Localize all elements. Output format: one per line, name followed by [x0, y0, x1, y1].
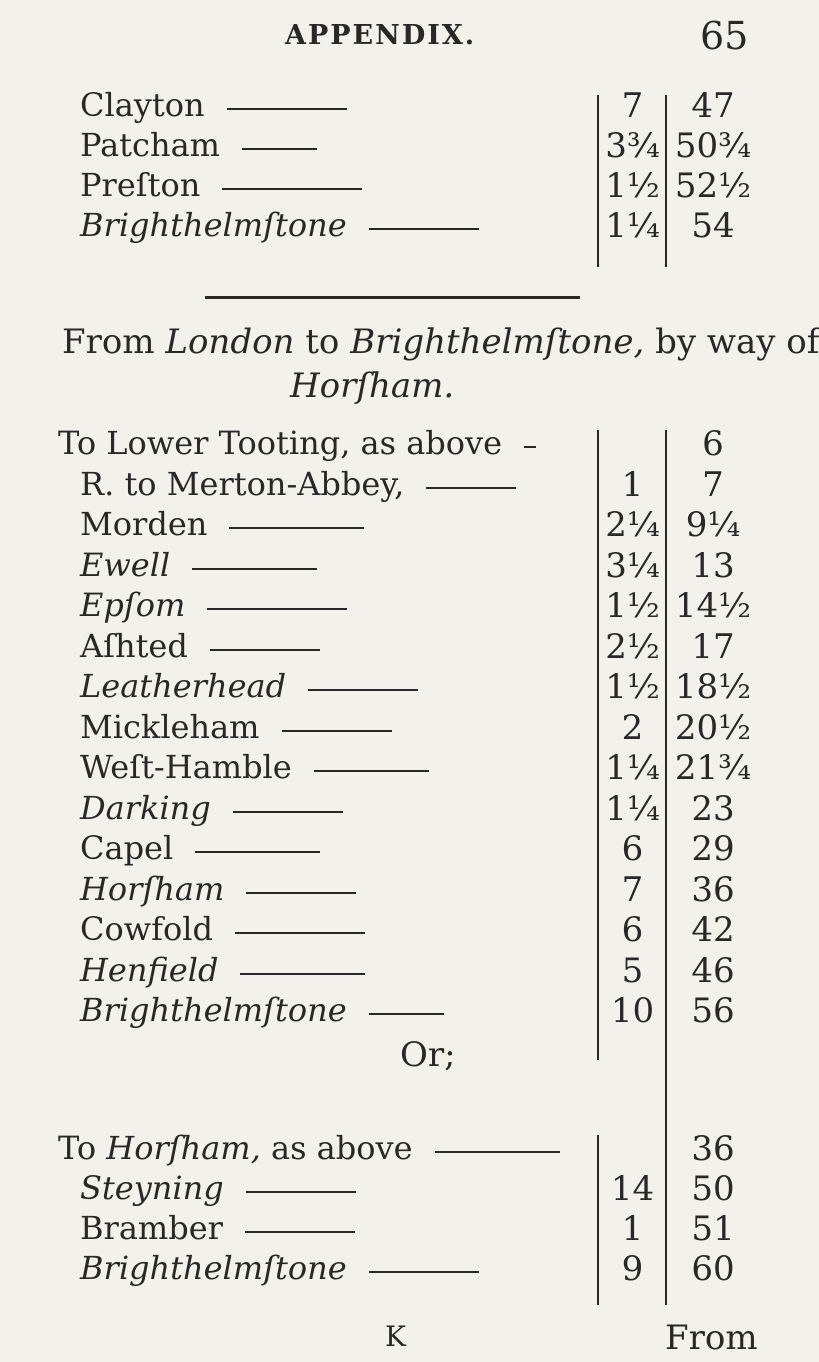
- table-row: [0, 86, 800, 126]
- running-header: [0, 14, 800, 58]
- stage-miles: 7: [621, 86, 644, 126]
- table-row: [0, 667, 800, 707]
- table-row: [0, 1169, 800, 1209]
- total-miles: 50: [691, 1169, 735, 1209]
- table-row: [0, 206, 800, 246]
- stage-miles: 1¼: [605, 788, 660, 829]
- signature-mark: K: [385, 1320, 406, 1353]
- table-row: [0, 829, 800, 869]
- place-name: Ewell: [80, 545, 171, 584]
- stage-miles: 1: [621, 464, 644, 505]
- place-name: To Horſham, as above: [58, 1129, 413, 1167]
- total-miles: 54: [691, 206, 735, 246]
- stage-miles: 14: [610, 1169, 655, 1209]
- leader-dash: [240, 973, 365, 975]
- place-name: Morden: [80, 505, 208, 543]
- place-name: Weſt-Hamble: [80, 748, 292, 786]
- table-row: [0, 627, 800, 667]
- leader-dash: [426, 487, 516, 489]
- stage-miles: 5: [621, 950, 644, 991]
- stage-miles: 1½: [605, 586, 660, 626]
- total-miles: 42: [691, 910, 735, 950]
- place-name: Steyning: [80, 1169, 224, 1207]
- leader-dash: [207, 608, 347, 610]
- leader-dash: [235, 932, 365, 934]
- place-name: Leatherhead: [80, 667, 287, 705]
- leader-dash: [210, 649, 320, 651]
- column-rule: [597, 1135, 599, 1305]
- leader-dash: [524, 446, 536, 448]
- total-miles: 7: [702, 464, 724, 505]
- column-rule: [597, 430, 599, 1060]
- total-miles: 51: [691, 1209, 735, 1249]
- place-name: Bramber: [80, 1209, 223, 1247]
- stage-miles: 2: [621, 707, 644, 748]
- catchword: From: [665, 1318, 758, 1358]
- total-miles: 18½: [674, 667, 752, 707]
- total-miles: 52½: [674, 166, 752, 206]
- total-miles: 29: [691, 829, 735, 869]
- stage-miles: 9: [621, 1249, 644, 1289]
- table-row: [0, 991, 800, 1031]
- place-name: Patcham: [80, 126, 220, 164]
- table-row: [0, 546, 800, 586]
- leader-dash: [246, 892, 356, 894]
- route-heading: From London to Brighthelmſtone, by way of: [62, 322, 819, 362]
- place-name: Brighthelmſtone: [80, 991, 347, 1029]
- place-name: Henfield: [80, 950, 219, 989]
- table-row: [0, 1209, 800, 1249]
- table-row: [0, 424, 800, 464]
- table-row: [0, 951, 800, 991]
- place-name: Epſom: [80, 586, 186, 624]
- place-name: Aſhted: [80, 626, 188, 665]
- leader-dash: [282, 730, 392, 732]
- total-miles: 13: [691, 545, 735, 586]
- table-row: [0, 789, 800, 829]
- stage-miles: 1: [621, 1209, 644, 1249]
- alternative-label: Or;: [400, 1035, 456, 1075]
- total-miles: 17: [691, 626, 735, 667]
- table-row: [0, 126, 800, 166]
- table-row: [0, 1129, 800, 1169]
- leader-dash: [233, 811, 343, 813]
- place-name: Capel: [80, 829, 174, 867]
- leader-dash: [314, 770, 429, 772]
- stage-miles: 1½: [605, 667, 660, 707]
- total-miles: 21¾: [674, 748, 752, 788]
- leader-dash: [308, 689, 418, 691]
- column-rule: [597, 95, 599, 267]
- leader-dash: [369, 1013, 444, 1015]
- page-number: 65: [700, 14, 749, 58]
- place-name: Cowfold: [80, 910, 213, 948]
- table-row: [0, 586, 800, 626]
- place-name: Darking: [80, 788, 211, 827]
- leader-dash: [369, 228, 479, 230]
- table-row: [0, 748, 800, 788]
- total-miles: 36: [691, 1129, 735, 1169]
- leader-dash: [192, 568, 317, 570]
- route-origin: London: [165, 322, 295, 362]
- place-name: Clayton: [80, 86, 205, 124]
- place-name: R. to Merton-Abbey,: [80, 464, 405, 503]
- stage-miles: 1¼: [605, 206, 660, 246]
- stage-miles: 10: [610, 991, 655, 1031]
- leader-dash: [369, 1271, 479, 1273]
- route-destination: Brighthelmſtone,: [350, 322, 645, 362]
- total-miles: 20½: [674, 707, 752, 748]
- stage-miles: 6: [621, 910, 644, 950]
- total-miles: 23: [691, 788, 735, 829]
- leader-dash: [229, 527, 364, 529]
- total-miles: 46: [691, 950, 735, 991]
- total-miles: 14½: [674, 586, 752, 626]
- place-name: Horſham: [80, 869, 225, 908]
- total-miles: 60: [691, 1249, 735, 1289]
- leader-dash: [195, 851, 320, 853]
- table-row: [0, 166, 800, 206]
- place-name: To Lower Tooting, as above: [58, 424, 503, 462]
- place-name: Mickleham: [80, 707, 260, 746]
- stage-miles: 1¼: [605, 748, 660, 788]
- leader-dash: [242, 148, 317, 150]
- total-miles: 47: [691, 86, 735, 126]
- table-row: [0, 505, 800, 545]
- section-rule: [205, 296, 580, 299]
- stage-miles: 3¼: [605, 545, 660, 586]
- total-miles: 9¼: [685, 505, 741, 545]
- table-row: [0, 708, 800, 748]
- place-name: Preſton: [80, 166, 201, 204]
- running-title: APPENDIX.: [285, 20, 477, 51]
- leader-dash: [435, 1151, 560, 1153]
- stage-miles: 2¼: [605, 505, 660, 545]
- stage-miles: 7: [621, 869, 644, 910]
- stage-miles: 2½: [605, 626, 660, 667]
- table-row: [0, 870, 800, 910]
- column-rule: [665, 95, 667, 267]
- table-row: [0, 1249, 800, 1289]
- total-miles: 50¾: [674, 126, 752, 166]
- table-row: [0, 910, 800, 950]
- total-miles: 6: [702, 424, 724, 464]
- table-row: [0, 465, 800, 505]
- leader-dash: [222, 188, 362, 190]
- leader-dash: [246, 1191, 356, 1193]
- route-via: Horſham.: [290, 366, 455, 406]
- leader-dash: [227, 108, 347, 110]
- stage-miles: 1½: [605, 166, 660, 206]
- total-miles: 36: [691, 869, 735, 910]
- place-name: Brighthelmſtone: [80, 206, 347, 244]
- column-rule: [665, 430, 667, 1305]
- stage-miles: 6: [621, 829, 644, 869]
- place-name: Brighthelmſtone: [80, 1249, 347, 1287]
- total-miles: 56: [691, 991, 735, 1031]
- leader-dash: [245, 1231, 355, 1233]
- stage-miles: 3¾: [605, 126, 660, 166]
